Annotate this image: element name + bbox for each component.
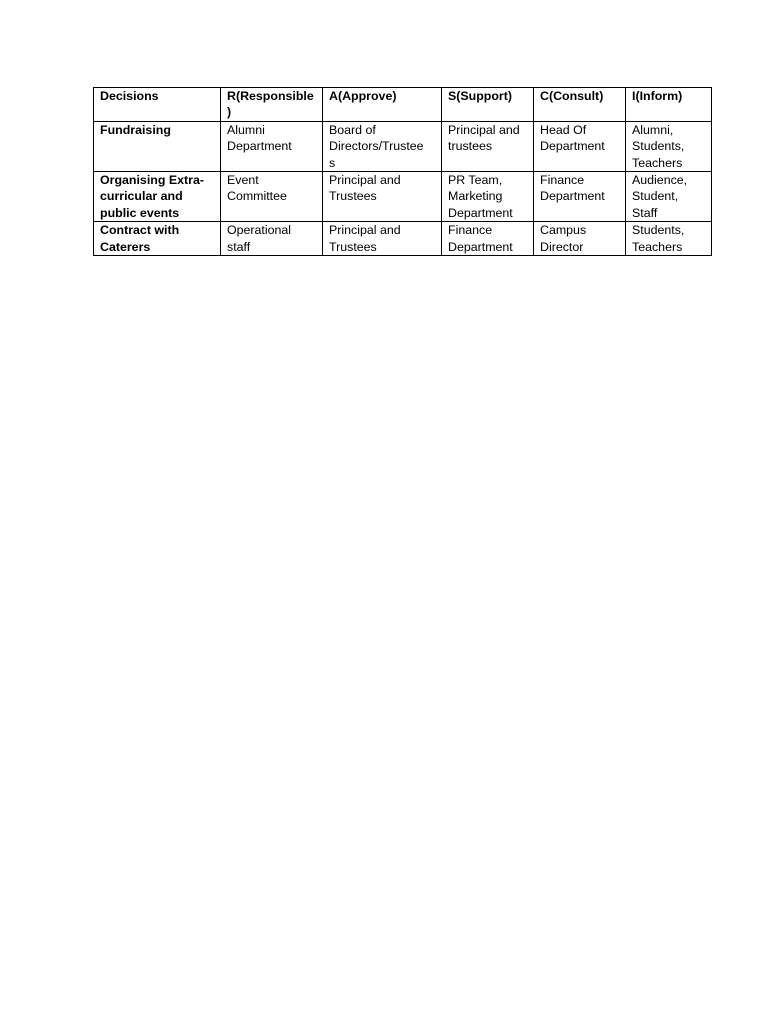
header-support: S(Support) xyxy=(442,88,534,122)
responsible-cell: Event Committee xyxy=(221,172,323,222)
header-inform: I(Inform) xyxy=(626,88,712,122)
table-header-row xyxy=(94,88,712,122)
consult-cell: Head Of Department xyxy=(534,121,626,171)
responsible-cell: Alumni Department xyxy=(221,121,323,171)
table-row xyxy=(94,172,712,222)
decision-cell: Organising Extra- curricular and public events xyxy=(94,172,221,222)
raci-matrix-table xyxy=(93,87,712,256)
approve-cell: Principal and Trustees xyxy=(323,222,442,256)
table-row xyxy=(94,222,712,256)
header-responsible: R(Responsible) xyxy=(221,88,323,122)
inform-cell: Students, Teachers xyxy=(626,222,712,256)
consult-cell: Finance Department xyxy=(534,172,626,222)
approve-cell: Principal and Trustees xyxy=(323,172,442,222)
decision-cell: Fundraising xyxy=(94,121,221,171)
consult-cell: Campus Director xyxy=(534,222,626,256)
support-cell: Principal and trustees xyxy=(442,121,534,171)
support-cell: Finance Department xyxy=(442,222,534,256)
inform-cell: Audience, Student, Staff xyxy=(626,172,712,222)
decision-cell: Contract with Caterers xyxy=(94,222,221,256)
support-cell: PR Team, Marketing Department xyxy=(442,172,534,222)
header-approve: A(Approve) xyxy=(323,88,442,122)
inform-cell: Alumni, Students, Teachers xyxy=(626,121,712,171)
approve-cell: Board of Directors/Trustee s xyxy=(323,121,442,171)
header-decisions: Decisions xyxy=(94,88,221,122)
responsible-cell: Operational staff xyxy=(221,222,323,256)
header-consult: C(Consult) xyxy=(534,88,626,122)
table-row xyxy=(94,121,712,171)
